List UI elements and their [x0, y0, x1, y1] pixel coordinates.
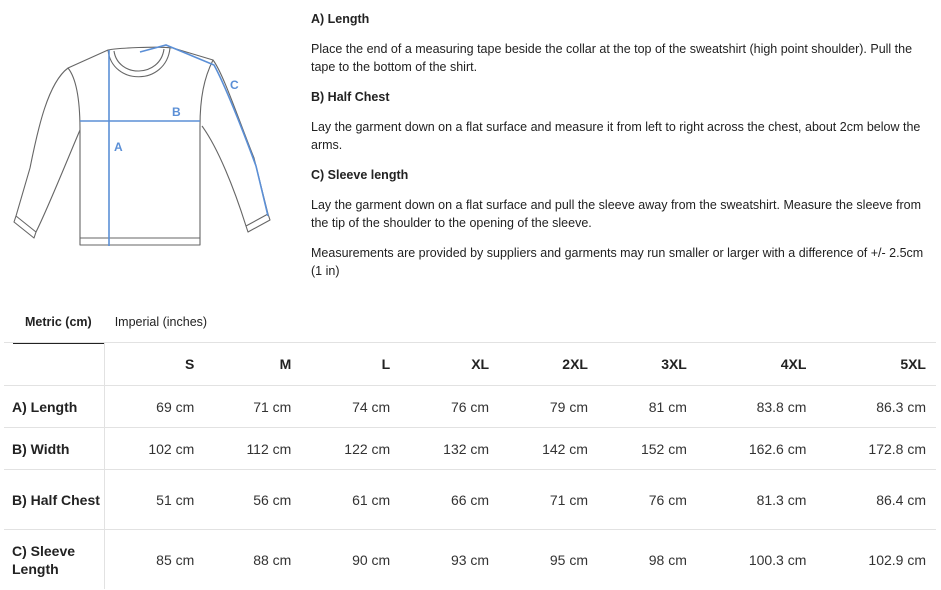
- length-text: Place the end of a measuring tape beside the collar at the top of the sweatshirt (high point shoulder). Pull the tape to the bottom of the shirt.: [311, 42, 913, 74]
- table-cell: 76 cm: [598, 470, 697, 530]
- table-cell: 90 cm: [301, 530, 400, 590]
- row-label: C) Sleeve Length: [4, 530, 105, 590]
- length-title: A) Length: [311, 12, 370, 26]
- table-cell: 122 cm: [301, 428, 400, 470]
- table-row: [4, 428, 936, 470]
- size-header: 5XL: [816, 343, 936, 386]
- table-cell: 85 cm: [105, 530, 205, 590]
- table-cell: 102.9 cm: [816, 530, 936, 590]
- table-cell: 152 cm: [598, 428, 697, 470]
- table-cell: 132 cm: [400, 428, 499, 470]
- size-chart-table: [4, 342, 936, 589]
- table-cell: 71 cm: [499, 470, 598, 530]
- table-cell: 100.3 cm: [697, 530, 817, 590]
- sweatshirt-outline-icon: [8, 38, 278, 260]
- size-header: L: [301, 343, 400, 386]
- row-label: A) Length: [4, 386, 105, 428]
- chest-text: Lay the garment down on a flat surface and measure it from left to right across the chest, about 2cm below the arms.: [311, 120, 921, 152]
- size-header: 3XL: [598, 343, 697, 386]
- table-cell: 142 cm: [499, 428, 598, 470]
- label-b: B: [172, 105, 181, 119]
- measurement-note: Measurements are provided by suppliers and garments may run smaller or larger with a difference of +/- 2.5cm (1 in): [311, 246, 924, 278]
- tab-imperial[interactable]: Imperial (inches): [114, 315, 208, 329]
- label-c: C: [230, 78, 239, 92]
- table-cell: 79 cm: [499, 386, 598, 428]
- table-cell: 74 cm: [301, 386, 400, 428]
- sweatshirt-diagram: [8, 38, 278, 260]
- tab-metric[interactable]: Metric (cm): [13, 303, 104, 344]
- table-cell: 81 cm: [598, 386, 697, 428]
- size-header: S: [105, 343, 205, 386]
- table-cell: 51 cm: [105, 470, 205, 530]
- table-cell: 98 cm: [598, 530, 697, 590]
- table-cell: 112 cm: [204, 428, 301, 470]
- size-header: 4XL: [697, 343, 817, 386]
- table-cell: 93 cm: [400, 530, 499, 590]
- table-cell: 88 cm: [204, 530, 301, 590]
- table-cell: 102 cm: [105, 428, 205, 470]
- table-cell: 172.8 cm: [816, 428, 936, 470]
- measurement-instructions: [311, 10, 931, 280]
- table-row: [4, 386, 936, 428]
- sleeve-text: Lay the garment down on a flat surface and pull the sleeve away from the sweatshirt. Measure the sleeve from the tip of the shoulder to the opening of the sleeve.: [311, 198, 922, 230]
- size-header: XL: [400, 343, 499, 386]
- chest-title: B) Half Chest: [311, 90, 390, 104]
- table-cell: 76 cm: [400, 386, 499, 428]
- table-cell: 83.8 cm: [697, 386, 817, 428]
- table-corner: [4, 343, 105, 386]
- table-cell: 162.6 cm: [697, 428, 817, 470]
- table-row: [4, 530, 936, 590]
- table-cell: 69 cm: [105, 386, 205, 428]
- table-cell: 81.3 cm: [697, 470, 817, 530]
- row-label: B) Width: [4, 428, 105, 470]
- unit-tabs: [0, 303, 219, 343]
- table-cell: 86.4 cm: [816, 470, 936, 530]
- table-cell: 71 cm: [204, 386, 301, 428]
- table-cell: 66 cm: [400, 470, 499, 530]
- table-cell: 86.3 cm: [816, 386, 936, 428]
- size-header: M: [204, 343, 301, 386]
- label-a: A: [114, 140, 123, 154]
- table-cell: 95 cm: [499, 530, 598, 590]
- table-cell: 61 cm: [301, 470, 400, 530]
- size-header: 2XL: [499, 343, 598, 386]
- row-label: B) Half Chest: [4, 470, 105, 530]
- table-row: [4, 470, 936, 530]
- table-cell: 56 cm: [204, 470, 301, 530]
- sleeve-title: C) Sleeve length: [311, 168, 409, 182]
